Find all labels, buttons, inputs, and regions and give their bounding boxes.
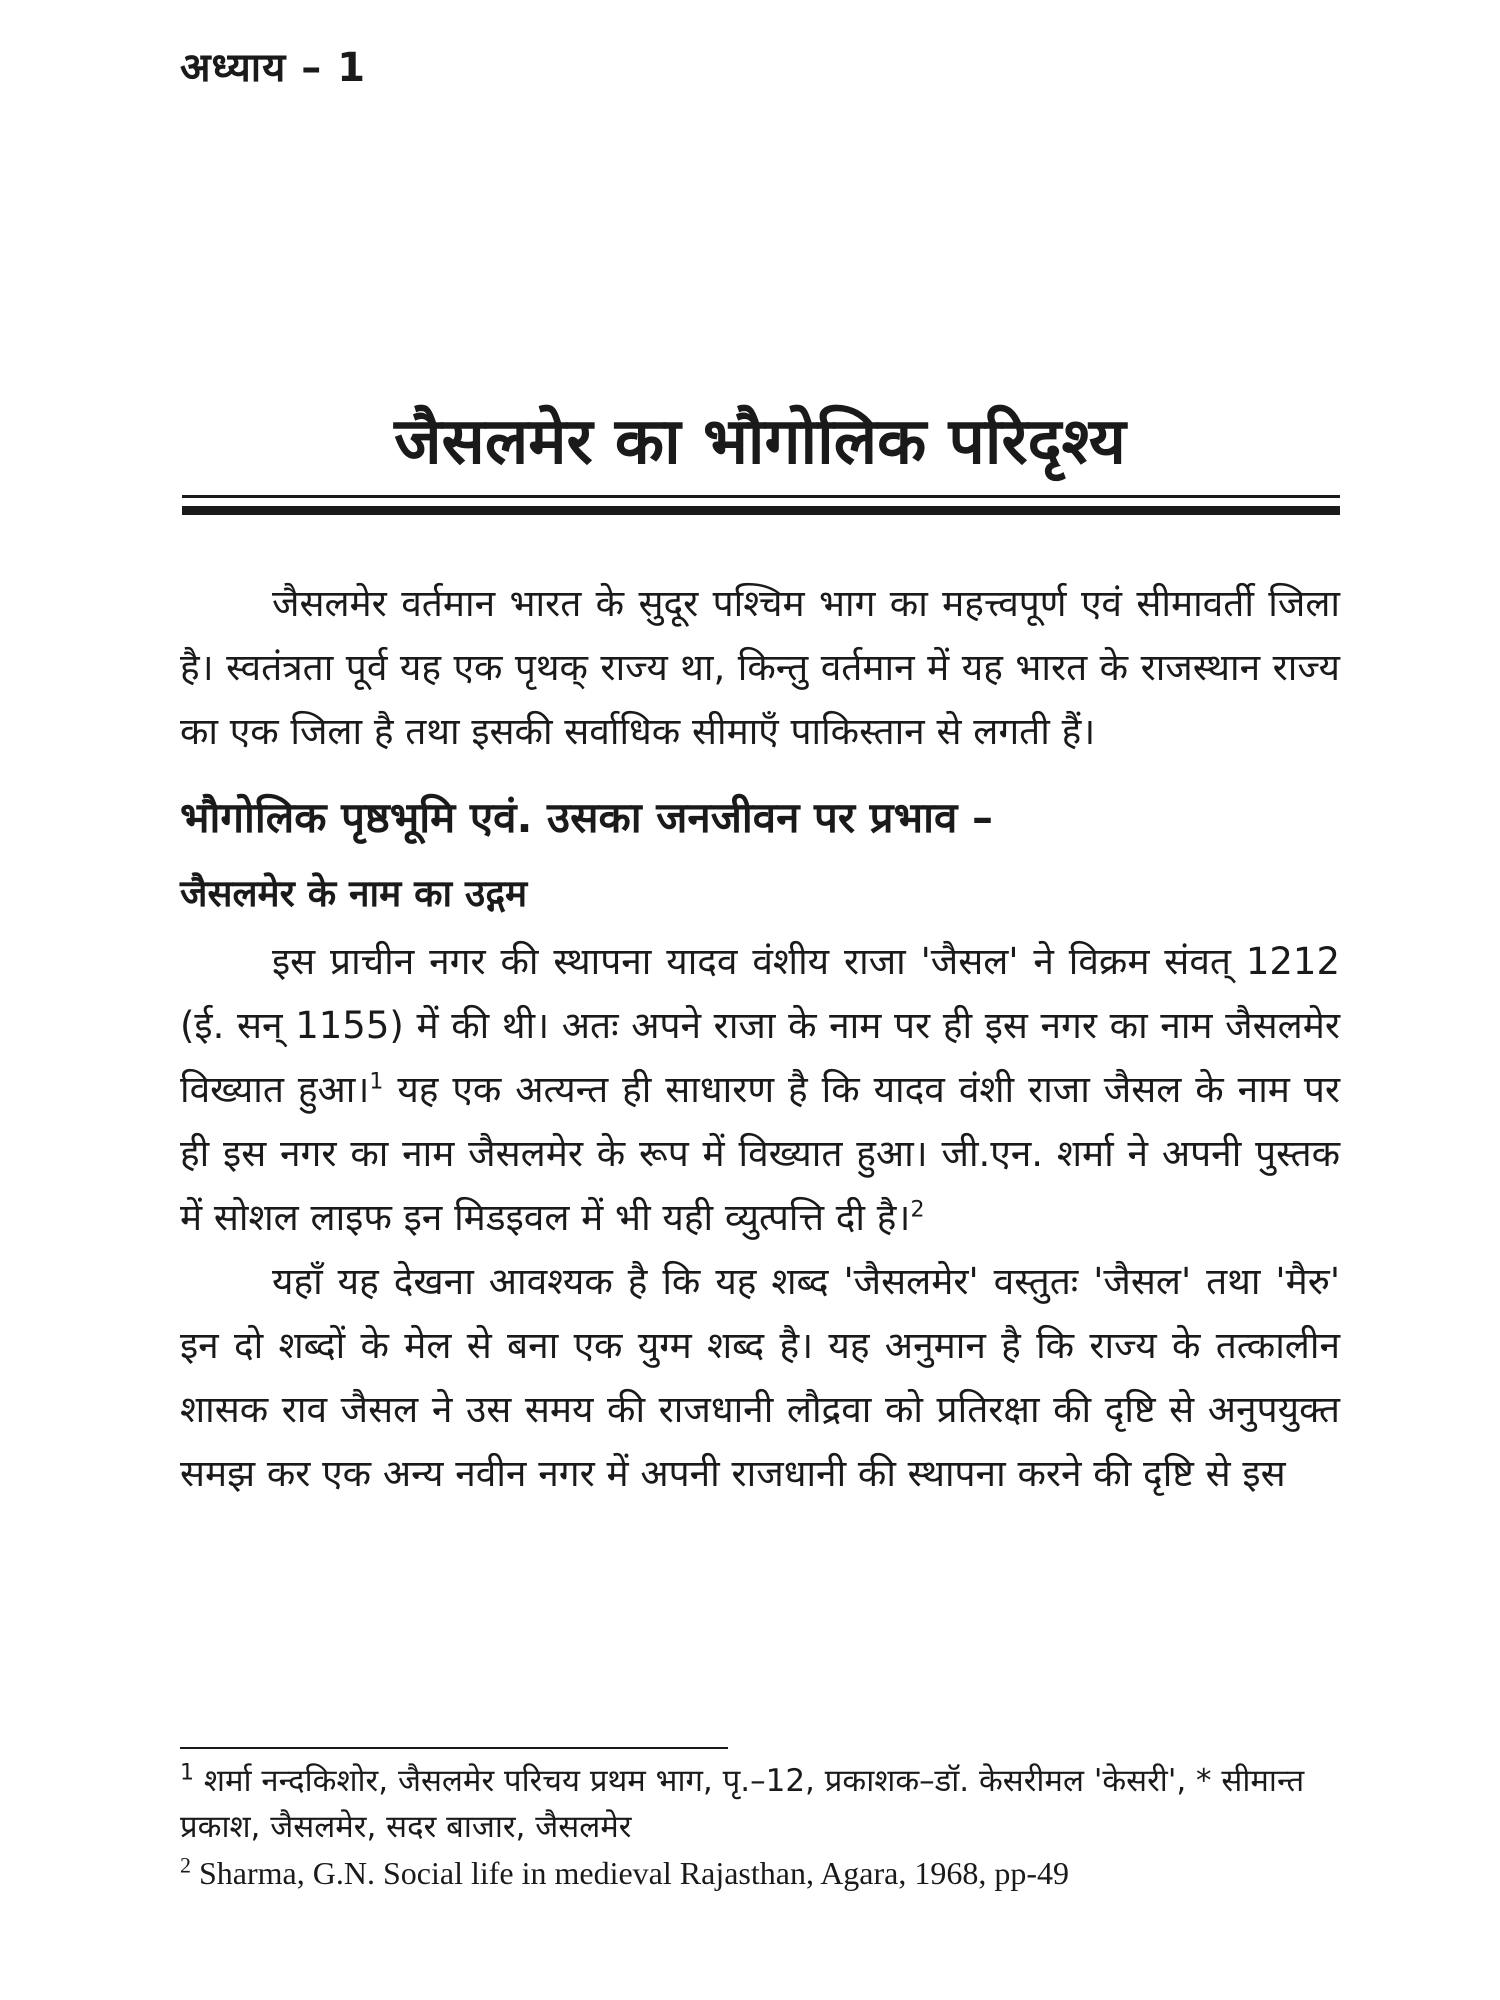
footnote-separator	[180, 1747, 728, 1749]
chapter-label: अध्याय – 1	[180, 45, 367, 91]
title-rule-thin	[182, 495, 1340, 498]
footnote-text: शर्मा नन्दकिशोर, जैसलमेर परिचय प्रथम भाग, पृ.–12, प्रकाशक–डॉ. केसरीमल 'केसरी', * सीमान्त प्रकाश, जैसलमेर, सदर बाजार, जैसलमेर	[180, 1763, 1305, 1845]
paragraph-text: यह एक अत्यन्त ही साधारण है कि यादव वंशी राजा जैसल के नाम पर ही इस नगर का नाम जैसलमेर के रूप में विख्यात हुआ। जी.एन. शर्मा ने अपनी पुस्तक में सोशल लाइफ इन मिडइवल में भी यही व्युत्पत्ति दी है।	[180, 1068, 1340, 1239]
title-rule-thick	[182, 506, 1340, 515]
page-title: जैसलमेर का भौगोलिक परिदृश्य	[394, 405, 1126, 479]
paragraph-text: इस प्राचीन नगर की स्थापना यादव वंशीय राजा 'जैसल' ने विक्रम संवत् 1212 (ई. सन् 1155) में की थी। अतः अपने राजा के नाम पर ही इस नगर का नाम जैसलमेर विख्यात हुआ।	[180, 940, 1340, 1111]
footnote-number: 2	[180, 1852, 191, 1878]
footnote-text: Sharma, G.N. Social life in medieval Rajasthan, Agara, 1968, pp-49	[199, 1855, 1070, 1891]
footnote-number: 1	[180, 1760, 194, 1786]
footnote-2	[180, 1850, 1340, 1896]
section-heading: भौगोलिक पृष्ठभूमि एवं. उसका जनजीवन पर प्रभाव –	[180, 793, 993, 842]
footnote-1	[180, 1758, 1340, 1850]
body-text	[180, 572, 1340, 1506]
name-origin-paragraph	[180, 930, 1340, 1250]
intro-paragraph: जैसलमेर वर्तमान भारत के सुदूर पश्चिम भाग का महत्त्वपूर्ण एवं सीमावर्ती जिला है। स्वतंत्रता पूर्व यह एक पृथक् राज्य था, किन्तु वर्तमान में यह भारत के राजस्थान राज्य का एक जिला है तथा इसकी सर्वाधिक सीमाएँ पाकिस्तान से लगती हैं।	[180, 582, 1340, 753]
compound-word-paragraph: यहाँ यह देखना आवश्यक है कि यह शब्द 'जैसलमेर' वस्तुतः 'जैसल' तथा 'मैरु' इन दो शब्दों के मेल से बना एक युग्म शब्द है। यह अनुमान है कि राज्य के तत्कालीन शासक राव जैसल ने उस समय की राजधानी लौद्रवा को प्रतिरक्षा की दृष्टि से अनुपयुक्त समझ कर एक अन्य नवीन नगर में अपनी राजधानी की स्थापना करने की दृष्टि से इस	[180, 1260, 1340, 1495]
subsection-heading: जैसलमेर के नाम का उद्गम	[180, 872, 528, 915]
footnotes	[180, 1758, 1340, 1896]
footnote-ref-1: 1	[369, 1069, 384, 1095]
footnote-ref-2: 2	[910, 1197, 925, 1223]
